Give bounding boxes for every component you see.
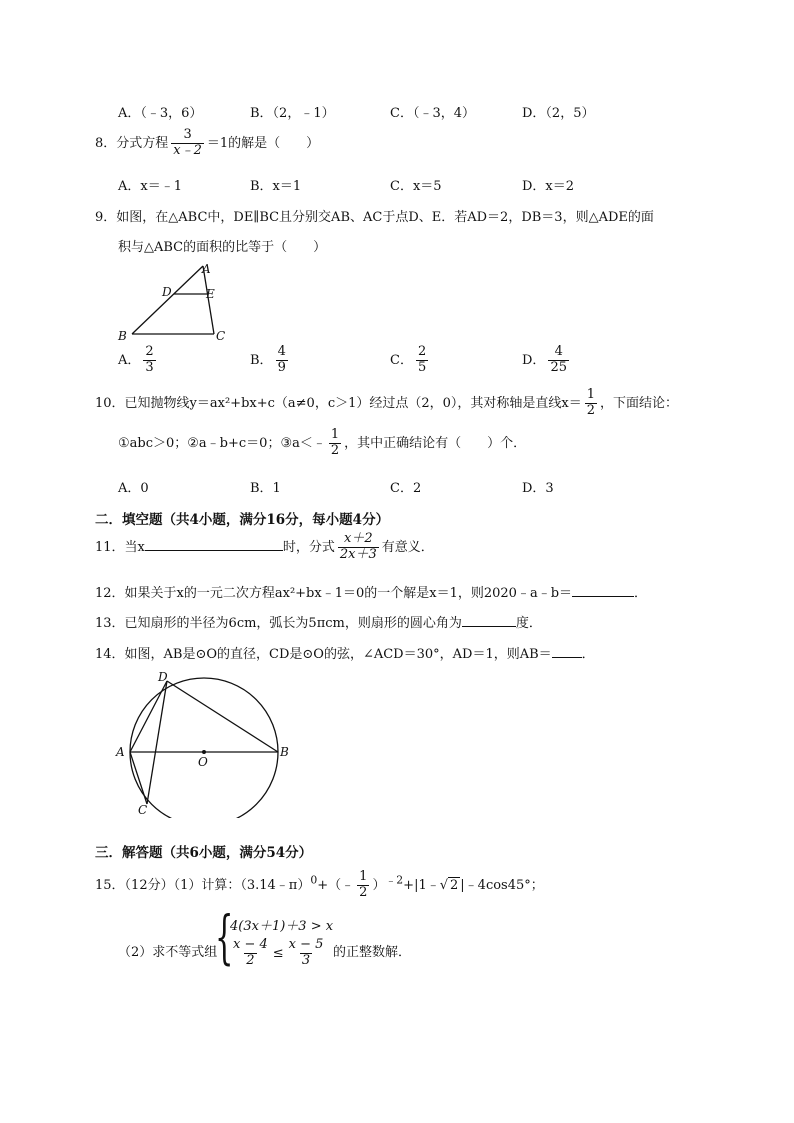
q15-inequality-2: $\frac{x - 4}{2}$ ≤ $\frac{x - 5}{3}$ (233, 937, 324, 968)
section-3-heading: 三．解答题（共6小题，满分54分） (95, 845, 313, 861)
q12-answer-blank[interactable] (572, 584, 634, 597)
q8-option-c: C．x＝5 (390, 179, 442, 194)
q9-label-e: E (206, 287, 215, 301)
q14-circle-diagram (110, 668, 310, 818)
q9-triangle-diagram (110, 258, 240, 348)
q15-part1: 15．（12分）（1）计算：（3.14﹣π）$^0$+（﹣ $\frac{1}{2}$ ）$^{﹣2}$+|1﹣√ 2 |﹣4cos45°； (95, 869, 544, 900)
question-11: 11．当x 时，分式 $\frac{x+2}{2x+3}$ 有意义． (95, 531, 434, 562)
q14-label-o: O (198, 755, 208, 769)
q7-option-c: C．（﹣3，4） (390, 106, 475, 121)
q10-line2: ①abc＞0；②a﹣b+c＝0；③a＜﹣ $\frac{1}{2}$ ，其中正确结论有（ ）个． (118, 427, 527, 458)
q15-inequality-1: 4(3x＋1)＋3 > x (230, 919, 334, 934)
q8-option-d: D．x＝2 (522, 179, 575, 194)
question-13: 13．已知扇形的半径为6cm，弧长为5πcm，则扇形的圆心角为 度． (95, 616, 542, 631)
q15-part2-label: （2）求不等式组 (118, 945, 218, 960)
q10-option-d: D．3 (522, 481, 554, 496)
q8-option-b: B．x＝1 (250, 179, 302, 194)
q10-option-c: C．2 (390, 481, 422, 496)
q10-line1: 10．已知抛物线y＝ax²+bx+c（a≠0，c＞1）经过点（2，0），其对称轴是直线x＝ $\frac{1}{2}$ ，下面结论： (95, 387, 679, 418)
q9-option-c: C． $\frac{2}{5}$ (390, 344, 427, 375)
question-12: 12．如果关于x的一元二次方程ax²+bx﹣1＝0的一个解是x＝1，则2020﹣a﹣b＝ ． (95, 586, 648, 601)
q15-part2-suffix: 的正整数解． (333, 945, 412, 960)
q14-label-c: C (138, 803, 148, 817)
q9-option-b: B． $\frac{4}{9}$ (250, 344, 286, 375)
q11-answer-blank[interactable] (145, 538, 283, 551)
q8-prefix: 8．分式方程 (95, 135, 169, 151)
q8-fraction: $\frac{3}{x﹣2}$ (173, 127, 202, 158)
q8-suffix: ＝1的解是（ ） (206, 135, 320, 151)
q7-option-a: A．（﹣3，6） (118, 106, 203, 121)
q14-label-b: B (280, 745, 289, 759)
q14-label-d: D (158, 670, 168, 684)
q14-answer-blank[interactable] (552, 645, 582, 658)
q9-line1: 9．如图，在△ABC中，DE∥BC且分别交AB、AC于点D、E．若AD＝2，DB＝3，则△ADE的面 (95, 210, 654, 225)
question-14: 14．如图，AB是⊙O的直径，CD是⊙O的弦，∠ACD＝30°，AD＝1，则AB＝ ． (95, 647, 595, 662)
q9-option-a: A． $\frac{2}{3}$ (118, 344, 154, 375)
q8-option-a: A．x＝﹣1 (118, 179, 182, 194)
q7-option-d: D．（2，5） (522, 106, 595, 121)
q9-label-a: A (202, 262, 211, 276)
q10-option-b: B．1 (250, 481, 281, 496)
q9-label-d: D (162, 285, 172, 299)
sqrt-symbol: √ (439, 877, 449, 893)
q13-answer-blank[interactable] (462, 614, 516, 627)
q14-label-a: A (116, 745, 125, 759)
q9-option-d: D． $\frac{4}{25}$ (522, 344, 567, 375)
section-2-heading: 二．填空题（共4小题，满分16分，每小题4分） (95, 512, 390, 528)
q9-label-c: C (216, 329, 226, 343)
question-8 (95, 128, 319, 159)
system-brace: { (215, 903, 234, 971)
q10-option-a: A．0 (118, 481, 149, 496)
q9-label-b: B (118, 329, 127, 343)
q9-line2: 积与△ABC的面积的比等于（ ） (118, 240, 327, 255)
q7-option-b: B．（2，﹣1） (250, 106, 335, 121)
